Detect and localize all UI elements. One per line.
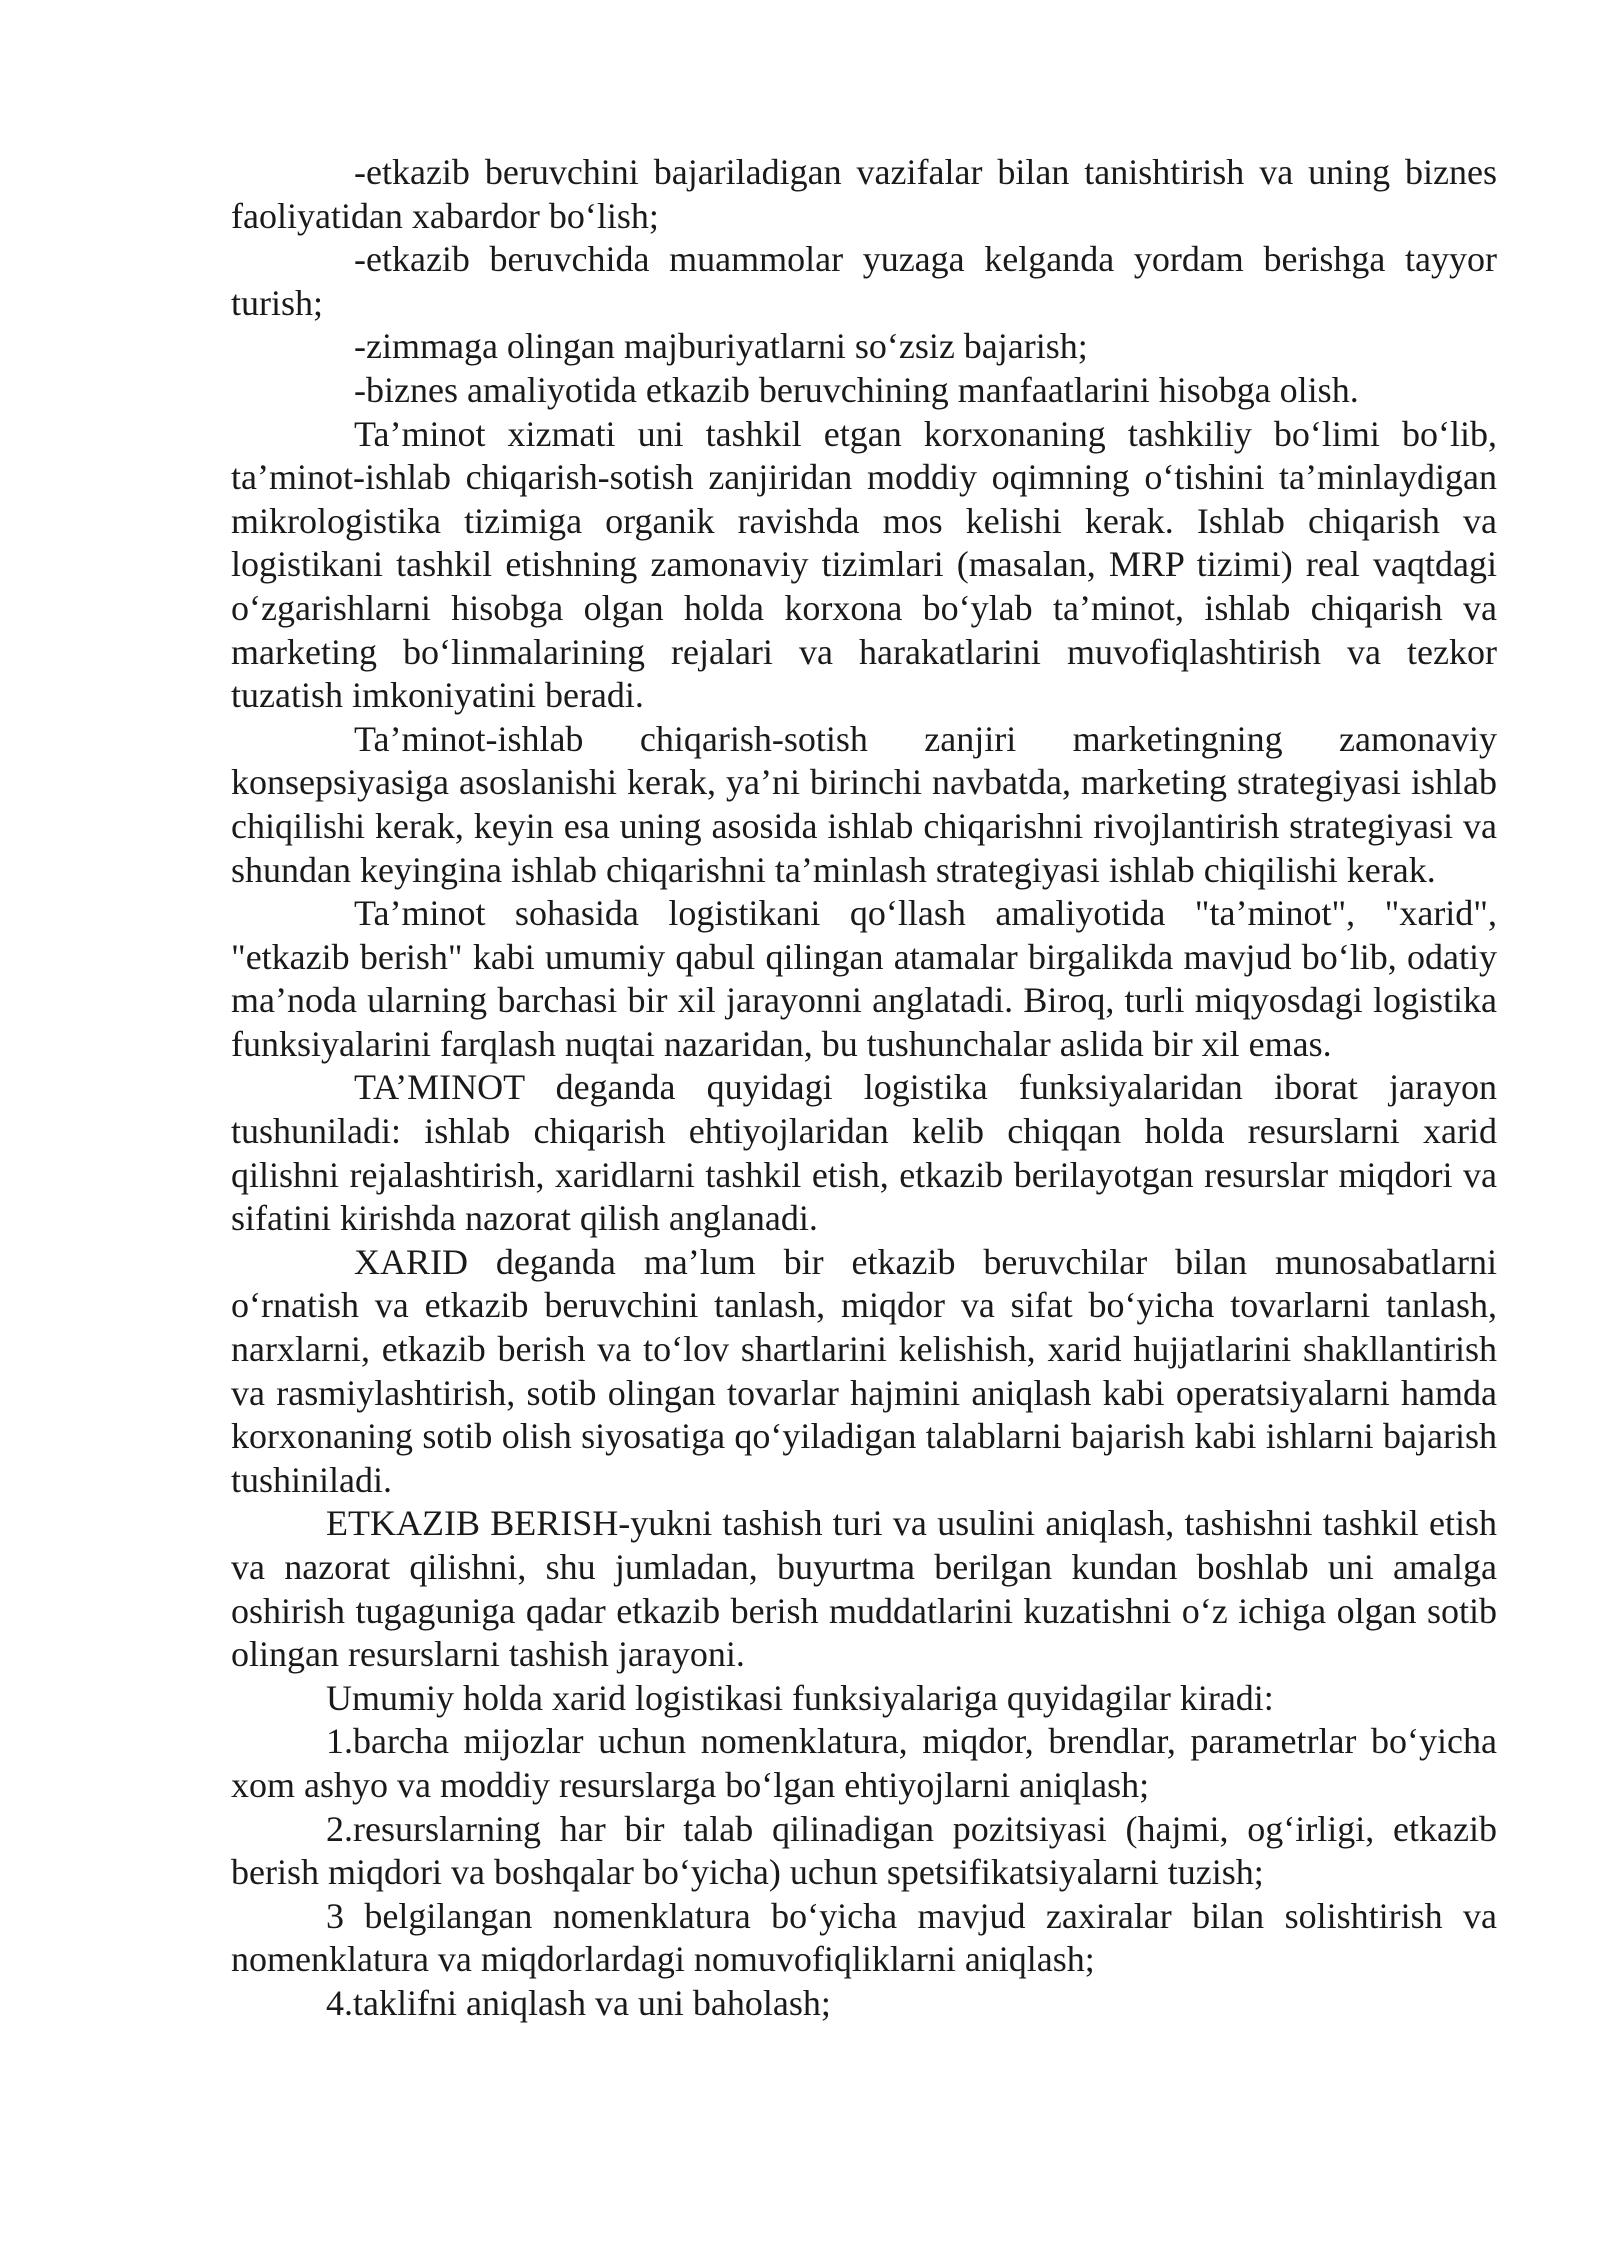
paragraph-functions-intro: Umumiy holda xarid logistikasi funksiyalariga quyidagilar kiradi: [326, 1677, 1274, 1718]
paragraph-taminot-definition: TA’MINOT deganda quyidagi logistika funksiyalaridan iborat jarayon tushuniladi: ishlab chiqarish ehtiyojlaridan kelib chiqqan holda resurslarni xarid qilishni rejalashtirish, xaridlarni tashkil etish, etkazib berilayotgan resurslar miqdori va sifatini kirishda nazorat qilish anglanadi. [231, 1067, 1497, 1239]
paragraph-xarid-definition: XARID deganda ma’lum bir etkazib beruvchilar bilan munosabatlarni o‘rnatish va etkazib beruvchini tanlash, miqdor va sifat bo‘yicha tovarlarni tanlash, narxlarni, etkazib berish va to‘lov shartlarini kelishish, xarid hujjatlarini shakllantirish va rasmiylashtirish, sotib olingan tovarlar hajmini aniqlash kabi operatsiyalarni hamda korxonaning sotib olish siyosatiga qo‘yiladigan talablarni bajarish kabi ishlarni bajarish tushiniladi. [231, 1241, 1497, 1500]
list-item-2: 2.resurslarning har bir talab qilinadigan pozitsiyasi (hajmi, og‘irligi, etkazib berish miqdori va boshqalar bo‘yicha) uchun spetsifikatsiyalarni tuzish; [231, 1808, 1497, 1893]
paragraph-supplier-interests: -biznes amaliyotida etkazib beruvchining manfaatlarini hisobga olish. [354, 369, 1359, 410]
paragraph-obligations: -zimmaga olingan majburiyatlarni so‘zsiz bajarish; [354, 326, 1088, 367]
list-item-3: 3 belgilangan nomenklatura bo‘yicha mavjud zaxiralar bilan solishtirish va nomenklatura va miqdorlardagi nomuvofiqliklarni aniqlash; [231, 1895, 1497, 1980]
list-item-1: 1.barcha mijozlar uchun nomenklatura, miqdor, brendlar, parametrlar bo‘yicha xom ashyo va moddiy resurslarga bo‘lgan ehtiyojlarni aniqlash; [231, 1721, 1497, 1805]
paragraph-etkazib-berish-definition: ETKAZIB BERISH-yukni tashish turi va usulini aniqlash, tashishni tashkil etish va nazorat qilishni, shu jumladan, buyurtma berilgan kundan boshlab uni amalga oshirish tugaguniga qadar etkazib berish muddatlarini kuzatishni o‘z ichiga olgan sotib olingan resurslarni tashish jarayoni. [231, 1503, 1497, 1675]
document-page [231, 151, 1497, 2026]
paragraph-supplier-help: -etkazib beruvchida muammolar yuzaga kelganda yordam berishga tayyor turish; [231, 239, 1497, 323]
list-item-4: 4.taklifni aniqlash va uni baholash; [326, 1982, 831, 2023]
paragraph-supplier-familiarize: -etkazib beruvchini bajariladigan vazifalar bilan tanishtirish va uning biznes faoliyatidan xabardor bo‘lish; [231, 152, 1497, 236]
paragraph-supply-chain-marketing: Ta’minot-ishlab chiqarish-sotish zanjiri marketingning zamonaviy konsepsiyasiga asoslanishi kerak, ya’ni birinchi navbatda, marketing strategiyasi ishlab chiqilishi kerak, keyin esa uning asosida ishlab chiqarishni rivojlantirish strategiyasi va shundan keyingina ishlab chiqarishni ta’minlash strategiyasi ishlab chiqilishi kerak. [231, 718, 1497, 890]
paragraph-supply-service: Ta’minot xizmati uni tashkil etgan korxonaning tashkiliy bo‘limi bo‘lib, ta’minot-ishlab chiqarish-sotish zanjiridan moddiy oqimning o‘tishini ta’minlaydigan mikrologistika tizimiga organik ravishda mos kelishi kerak. Ishlab chiqarish va logistikani tashkil etishning zamonaviy tizimlari (masalan, MRP tizimi) real vaqtdagi o‘zgarishlarni hisobga olgan holda korxona bo‘ylab ta’minot, ishlab chiqarish va marketing bo‘linmalarining rejalari va harakatlarini muvofiqlashtirish va tezkor tuzatish imkoniyatini beradi. [231, 413, 1497, 716]
paragraph-terms: Ta’minot sohasida logistikani qo‘llash amaliyotida "ta’minot", "xarid", "etkazib berish" kabi umumiy qabul qilingan atamalar birgalikda mavjud bo‘lib, odatiy ma’noda ularning barchasi bir xil jarayonni anglatadi. Biroq, turli miqyosdagi logistika funksiyalarini farqlash nuqtai nazaridan, bu tushunchalar aslida bir xil emas. [231, 893, 1497, 1064]
